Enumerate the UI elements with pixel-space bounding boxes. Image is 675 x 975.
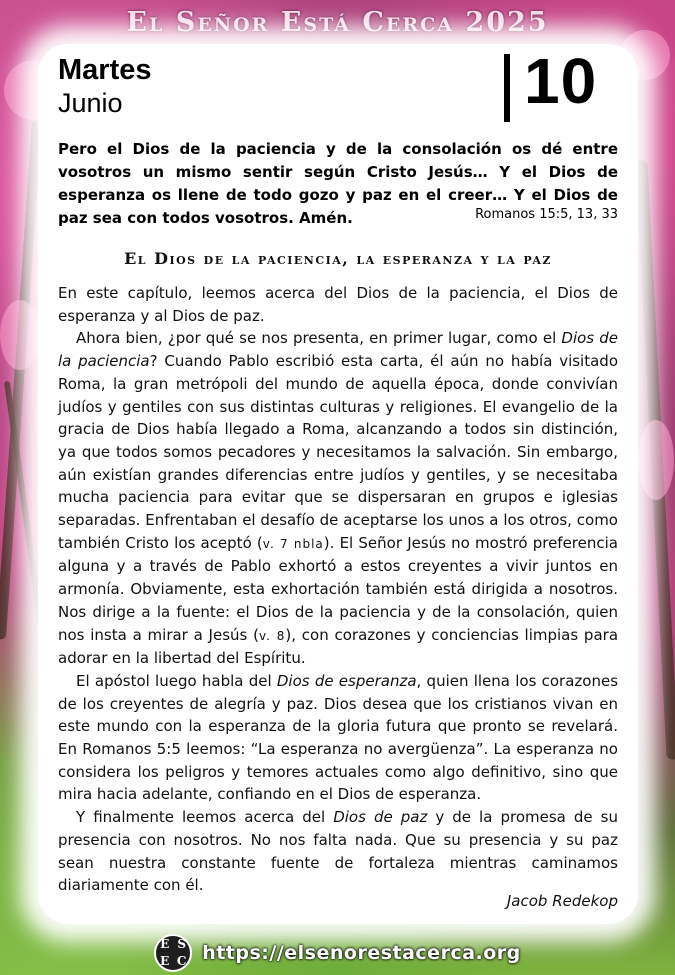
verse-text: Pero el Dios de la paciencia y de la consolación os dé entre vosotros un mismo sentir según Cristo Jesús… Y el Dios de esperanza os llene de todo gozo y paz en el creer… Y el Dios de paz sea con todos vosotros. Amén.	[58, 140, 618, 227]
bible-ref: v. 7 nbla	[262, 536, 324, 551]
devotional-card	[38, 44, 638, 924]
paragraph: El apóstol luego habla del Dios de esperanza, quien llena los corazones de los creyentes de alegría y paz. Dios desea que los cristianos vivan en este mundo con la esperanza de la gloria futura que pronto se revelará. En Romanos 5:5 leemos: “La esperanza no avergüenza”. La esperanza no considera los peligros y temores actuales como algo definitivo, sino que mira hacia adelante, confiando en el Dios de esperanza.	[58, 671, 619, 804]
devotional-title: El Dios de la paciencia, la esperanza y la paz	[124, 249, 552, 268]
paragraph: En este capítulo, leemos acerca del Dios de la paciencia, el Dios de esperanza y al Dios de paz.	[58, 284, 618, 325]
header-band	[0, 0, 675, 44]
website-link[interactable]: https://elsenorestacerca.org	[202, 941, 521, 964]
day-number: 10	[524, 45, 598, 117]
tree-branch-left	[0, 120, 42, 639]
paragraph: Y finalmente leemos acerca del Dios de paz y de la promesa de su presencia con nosotros. No nos falta nada. Que su presencia y su paz sean nuestra constante fuente de fortaleza mientras caminamos diariamente con él.	[58, 808, 618, 895]
month-label: Junio	[58, 88, 123, 118]
esec-logo-icon: E S E C	[154, 934, 192, 972]
author-signature: Jacob Redekop	[506, 892, 618, 910]
series-title: El Señor Está Cerca 2025	[126, 6, 549, 38]
date-divider	[504, 54, 510, 122]
devotional-body	[58, 282, 618, 897]
emphasis: Dios de esperanza	[276, 671, 417, 690]
blossom-cluster	[638, 420, 674, 500]
verse-reference: Romanos 15:5, 13, 33	[475, 207, 618, 222]
blossom-cluster	[0, 300, 40, 370]
emphasis: Dios de la paciencia	[58, 329, 618, 371]
weekday-label: Martes	[58, 54, 152, 86]
emphasis: Dios de paz	[333, 808, 428, 827]
footer	[0, 930, 675, 975]
bible-ref: v. 8	[258, 628, 286, 643]
paragraph: Ahora bien, ¿por qué se nos presenta, en primer lugar, como el Dios de la paciencia? Cuando Pablo escribió esta carta, él aún no había visitado Roma, la gran metrópoli del mundo de aquella época, donde convivían judíos y gentiles con sus distintas culturas y religiones. El evangelio de la gracia de Dios había llegado a Roma, alcanzando a todos sin distinción, ya que todos somos pecadores y necesitamos la salvación. Sin embargo, aún existían grandes diferencias entre judíos y gentiles, y se necesitaba mucha paciencia para evitar que se dispersaran en grupos e iglesias separadas. Enfrentaban el desafío de aceptarse los unos a los otros, como también Cristo los aceptó (v. 7 nbla). El Señor Jesús no mostró preferencia alguna y a través de Pablo exhortó a estos creyentes a vivir juntos en armonía. Obviamente, esta exhortación también está dirigida a nosotros. Nos dirige a la fuente: el Dios de la paciencia y de la consolación, quien nos insta a mirar a Jesús (v. 8), con corazones y conciencias limpias para adorar en la libertad del Espíritu.	[58, 329, 619, 668]
